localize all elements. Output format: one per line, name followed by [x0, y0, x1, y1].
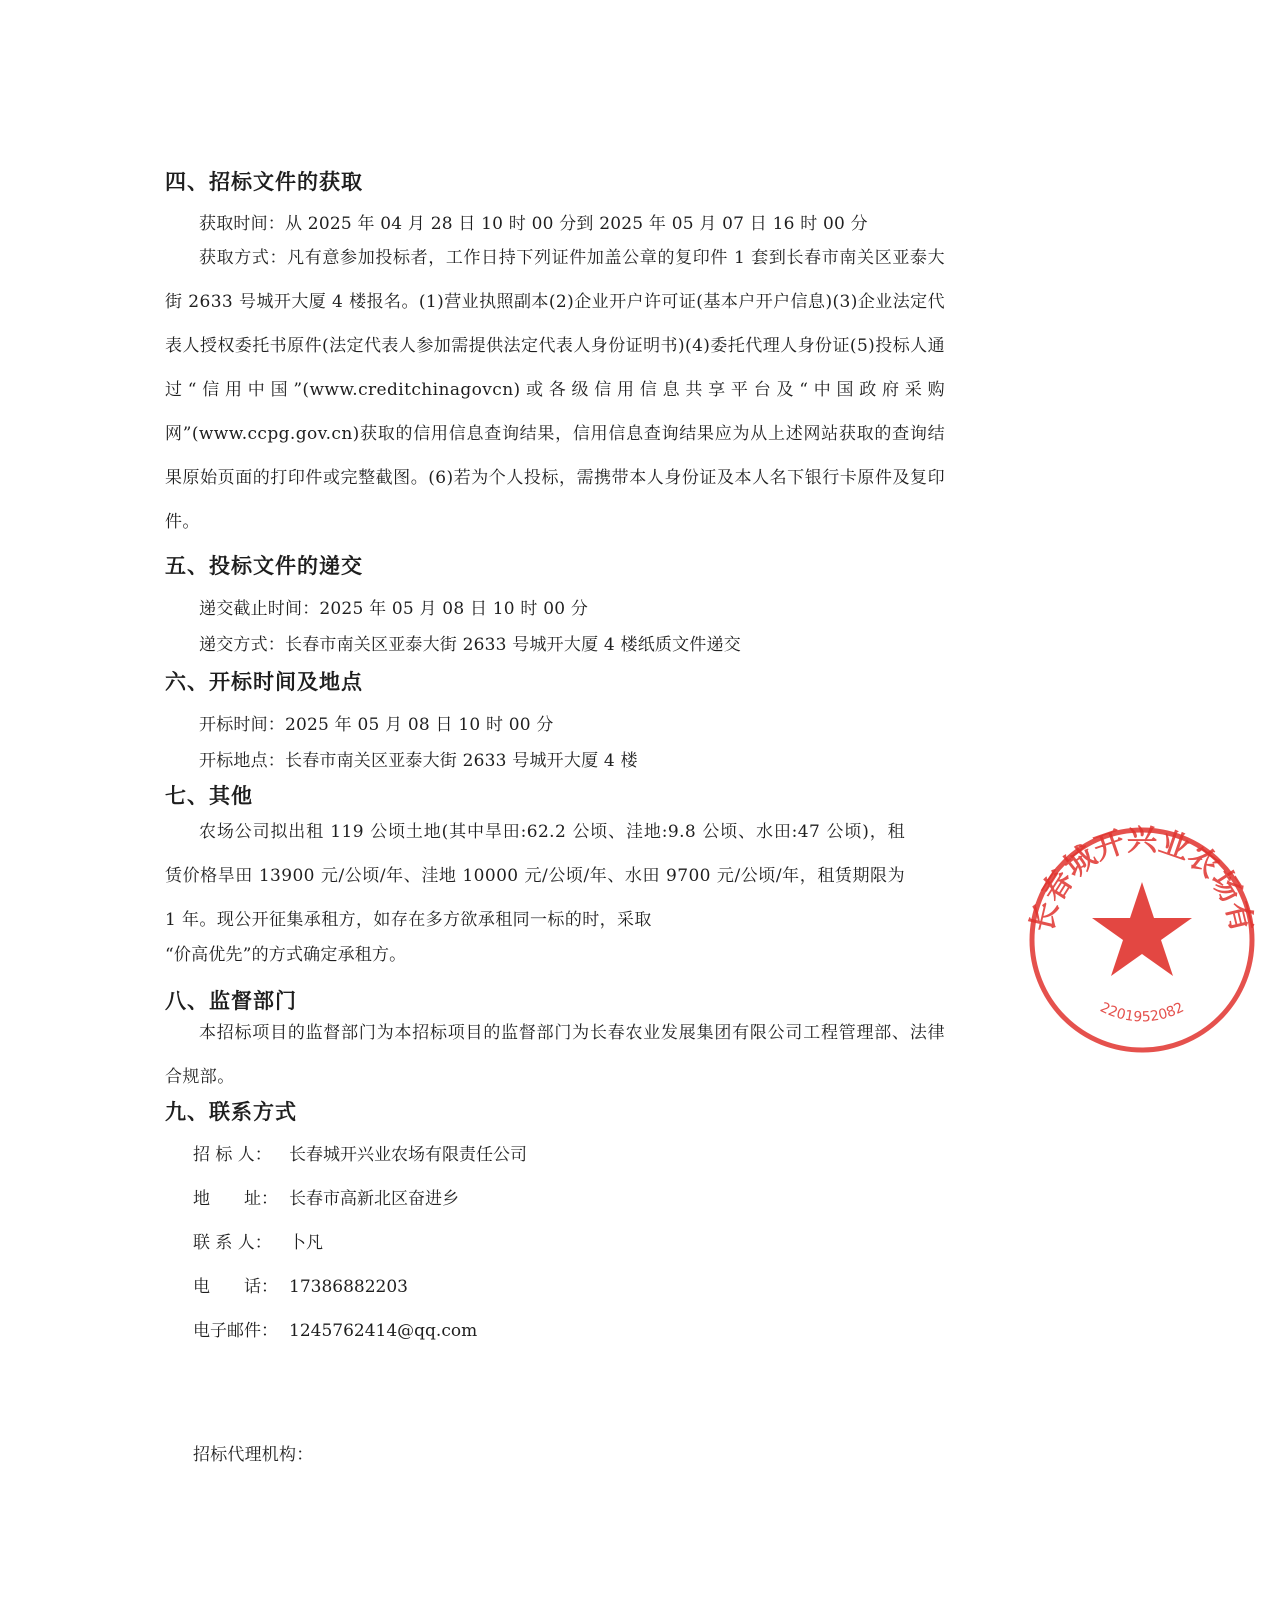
svg-text:2201952082 [1097, 1000, 1186, 1026]
contact-row-person [193, 1228, 323, 1253]
section-4-heading: 四、招标文件的获取 [165, 170, 363, 194]
contact-value: 长春市高新北区奋进乡 [289, 1189, 459, 1209]
contact-row-email [193, 1316, 477, 1341]
contact-value: 17386882203 [289, 1277, 408, 1297]
s6-time: 开标时间：2025 年 05 月 08 日 10 时 00 分 [199, 715, 554, 735]
company-seal-stamp [1022, 820, 1262, 1060]
contact-row-address [193, 1184, 459, 1209]
seal-number: 2201952082 [1097, 999, 1187, 1026]
contact-row-tenderer [193, 1140, 527, 1165]
section-9-heading: 九、联系方式 [165, 1100, 297, 1124]
s4-method-paragraph: 获取方式：凡有意参加投标者，工作日持下列证件加盖公章的复印件 1 套到长春市南关区亚泰大街 2633 号城开大厦 4 楼报名。(1)营业执照副本(2)企业开户许可证(基本户开户信息)(3)企业法定代表人授权委托书原件(法定代表人参加需提供法定代表人身份证明书)(4)委托代理人身份证(5)投标人通过“信用中国”(www.creditchinagovcn)或各级信用信息共享平台及“中国政府采购网”(www.ccpg.gov.cn)获取的信用信息查询结果，信用信息查询结果应为从上述网站获取的查询结果原始页面的打印件或完整截图。(6)若为个人投标，需携带本人身份证及本人名下银行卡原件及复印件。 [165, 248, 945, 532]
section-8-heading: 八、监督部门 [165, 989, 297, 1013]
contact-value: 长春城开兴业农场有限责任公司 [289, 1145, 527, 1165]
s4-time: 获取时间：从 2025 年 04 月 28 日 10 时 00 分到 2025 年 05 月 07 日 16 时 00 分 [199, 214, 868, 234]
section-6-heading: 六、开标时间及地点 [165, 670, 363, 694]
s7-paragraph-end: “价高优先”的方式确定承租方。 [165, 945, 407, 965]
section-5-heading: 五、投标文件的递交 [165, 554, 363, 578]
contact-row-phone [193, 1272, 408, 1297]
s7-paragraph: 农场公司拟出租 119 公顷土地(其中旱田:62.2 公顷、洼地:9.8 公顷、水田:47 公顷)，租赁价格旱田 13900 元/公顷/年、洼地 10000 元/公顷/年、水田 9700 元/公顷/年，租赁期限为 1 年。现公开征集承租方，如存在多方欲承租同一标的时，采取 [165, 822, 905, 930]
s6-place: 开标地点：长春市南关区亚泰大街 2633 号城开大厦 4 楼 [199, 751, 638, 771]
agency-label: 招标代理机构： [193, 1445, 314, 1465]
contact-label: 联 系 人： [193, 1233, 272, 1253]
contact-label: 地 址： [193, 1189, 278, 1209]
s8-paragraph: 本招标项目的监督部门为本招标项目的监督部门为长春农业发展集团有限公司工程管理部、法律合规部。 [165, 1023, 945, 1087]
contact-label: 招 标 人： [193, 1145, 272, 1165]
s5-deadline: 递交截止时间：2025 年 05 月 08 日 10 时 00 分 [199, 599, 589, 619]
s5-method: 递交方式：长春市南关区亚泰大街 2633 号城开大厦 4 楼纸质文件递交 [199, 635, 741, 655]
section-7-heading: 七、其他 [165, 784, 253, 808]
contact-value: 卜凡 [289, 1233, 323, 1253]
contact-label: 电子邮件： [193, 1321, 278, 1341]
contact-label: 电 话： [193, 1277, 278, 1297]
seal-text: 长春城开兴业农场有 [1024, 823, 1260, 936]
seal-star-icon [1092, 882, 1192, 976]
contact-value: 1245762414@qq.com [289, 1321, 478, 1341]
